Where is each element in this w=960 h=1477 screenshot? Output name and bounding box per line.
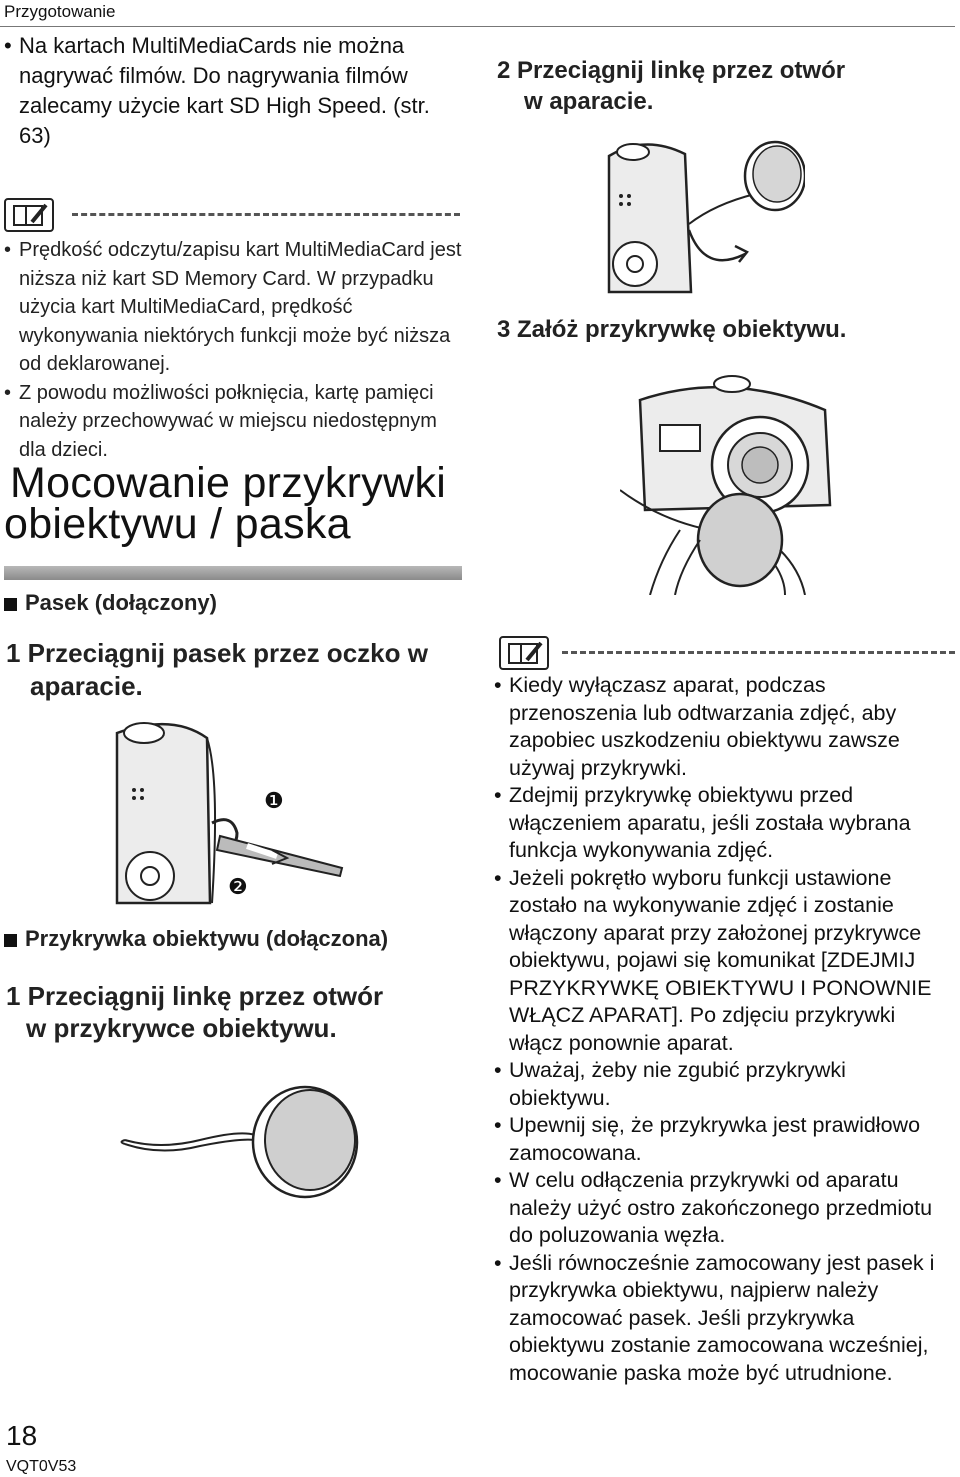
square-bullet-icon — [4, 934, 17, 947]
step2-line2: w aparacie. — [524, 88, 654, 115]
step3-illustration — [620, 370, 840, 595]
list-item: • Kiedy wyłączasz aparat, podczas przenoszenia lub odtwarzania zdjęć, aby zapobiec uszkodzeniu obiektywu zawsze używaj przykrywki. — [494, 672, 950, 782]
list-item: • Uważaj, żeby nie zgubić przykrywki obiektywu. — [494, 1057, 950, 1112]
strap-step1-line1: 1 Przeciągnij pasek przez oczko w — [6, 638, 428, 668]
lens-cap-illustration — [120, 1080, 360, 1210]
top-note-list — [4, 31, 444, 151]
callout-2: ❷ — [228, 874, 248, 899]
step2-line1: 2 Przeciągnij linkę przez otwór — [497, 57, 846, 84]
square-bullet-icon — [4, 598, 17, 611]
section-title-line1: Mocowanie przykrywki — [10, 459, 447, 507]
lens-cap-heading — [4, 926, 388, 952]
header-divider — [0, 26, 955, 27]
list-item: • Zdejmij przykrywkę obiektywu przed włączeniem aparatu, jeśli została wybrana funkcja wykonywania zdjęć. — [494, 782, 950, 865]
note-divider — [562, 651, 955, 654]
list-item: • Jeżeli pokrętło wyboru funkcji ustawione zostało na wykonywanie zdjęć i zostanie włączony aparat przy założonej przykrywce obiektywu, pojawi się komunikat [ZDEJMIJ PRZYKRYWKĘ OBIEKTYWU I PONOWNIE WŁĄCZ APARAT]. Po zdjęciu przykrywki włącz ponownie aparat. — [494, 865, 950, 1058]
section-title-line2: obiektywu / paska — [4, 500, 351, 548]
list-item: • Prędkość odczytu/zapisu kart MultiMediaCard jest niższa niż kart SD Memory Card. W przypadku użycia kart MultiMediaCard, prędkość wykonywania niektórych funkcji może być niższa od deklarowanej. — [4, 236, 466, 379]
note1-list — [4, 236, 466, 464]
note2-list — [494, 672, 950, 1387]
list-item: • Jeśli równocześnie zamocowany jest pasek i przykrywka obiektywu, najpierw należy zamocować pasek. Jeśli przykrywka obiektywu zostanie zamocowana wcześniej, mocowanie paska może być utrudnione. — [494, 1250, 950, 1388]
list-item: • Upewnij się, że przykrywka jest prawidłowo zamocowana. — [494, 1112, 950, 1167]
list-item: • W celu odłączenia przykrywki od aparatu należy użyć ostro zakończonego przedmiotu do poluzowania węzła. — [494, 1167, 950, 1250]
step3: 3 Załóż przykrywkę obiektywu. — [497, 316, 847, 343]
strap-heading — [4, 590, 217, 616]
strap-step1-line2: aparacie. — [30, 671, 143, 701]
note-pencil-icon — [499, 636, 549, 670]
document-code: VQT0V53 — [6, 1458, 77, 1475]
strap-heading-text: Pasek (dołączony) — [25, 590, 217, 615]
lens-cap-heading-text: Przykrywka obiektywu (dołączona) — [25, 926, 389, 951]
step2-illustration — [605, 134, 805, 300]
lens-cap-step1-line1: 1 Przeciągnij linkę przez otwór — [6, 981, 384, 1011]
callout-1: ❶ — [264, 788, 284, 813]
list-item: • Na kartach MultiMediaCards nie można nagrywać filmów. Do nagrywania filmów zalecamy użycie kart SD High Speed. (str. 63) — [4, 31, 444, 151]
list-item: • Z powodu możliwości połknięcia, kartę pamięci należy przechowywać w miejscu niedostępnym dla dzieci. — [4, 379, 466, 465]
title-underbar — [4, 566, 462, 580]
section-header: Przygotowanie — [4, 2, 116, 21]
note-pencil-icon — [4, 198, 54, 232]
lens-cap-step1-line2: w przykrywce obiektywu. — [26, 1013, 337, 1043]
note-divider — [72, 213, 460, 216]
page-number: 18 — [6, 1420, 38, 1451]
